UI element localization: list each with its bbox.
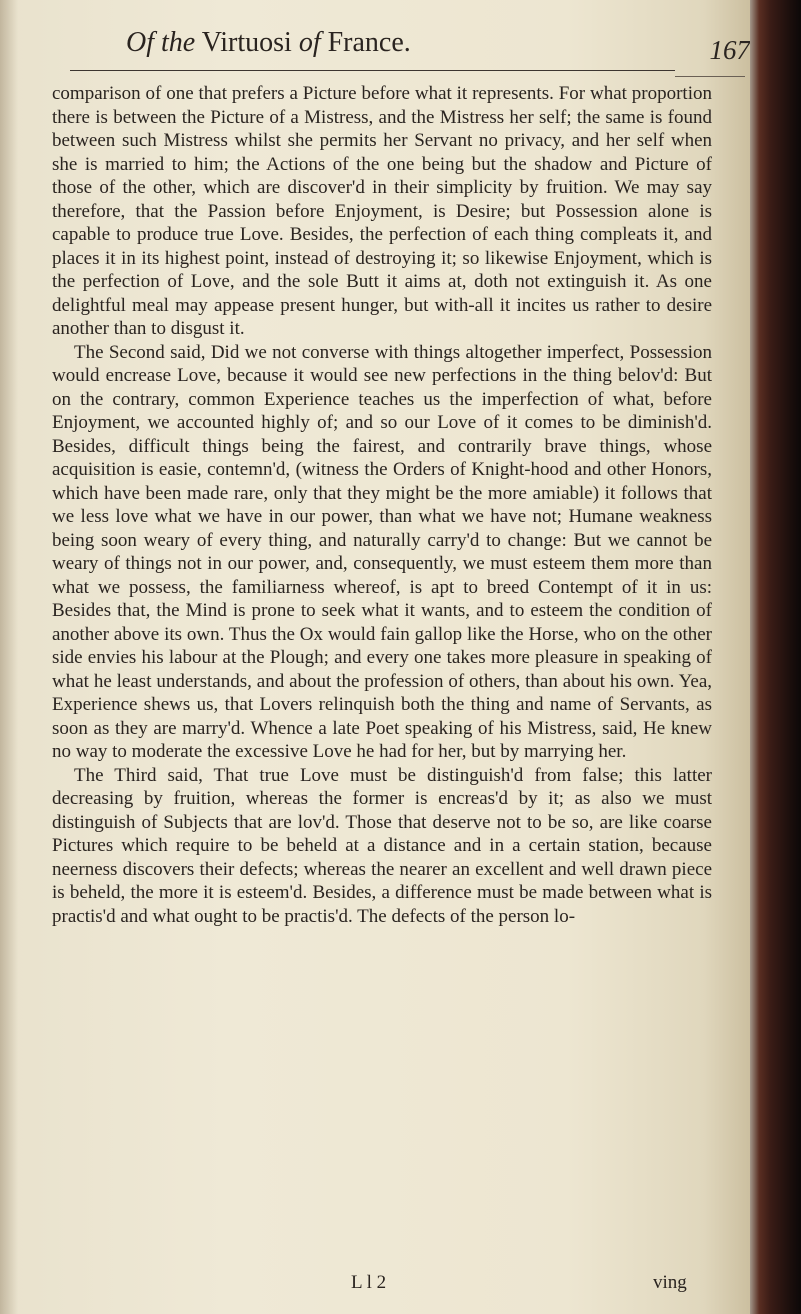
body-text <box>52 82 712 928</box>
title-prefix: Of the <box>126 27 196 58</box>
page-number: 167 <box>709 35 750 65</box>
paragraph-2: The Second said, Did we not converse with things altogether imperfect, Possession would encrease Love, because it would see new perfections in the thing belov'd: But on the contrary, common Experience teaches us the imperfection of what, before Enjoyment, we accounted highly of; and so our Love of it comes to be diminish'd. Besides, difficult things being the fairest, and contrarily brave things, whose acquisition is easie, contemn'd, (witness the Orders of Knight-hood and other Honors, which have been made rare, only that they might be the more amiable) it follows that we less love what we have in our power, than what we have not; Humane weakness being soon weary of every thing, and naturally carry'd to change: But we cannot be weary of things not in our power, and, consequently, we must esteem them more than what we possess, the familiarness whereof, is apt to breed Contempt of it in us: Besides that, the Mind is prone to seek what it wants, and to esteem the condition of another above its own. Thus the Ox would fain gallop like the Horse, who on the other side envies his labour at the Plough; and every one takes more pleasure in speaking of what he least understands, and about the profession of others, than about his own. Yea, Experience shews us, that Lovers relinquish both the thing and name of Servants, as soon as they are marry'd. Whence a late Poet speaking of his Mistress, said, He knew no way to moderate the excessive Love he had for her, but by marrying her. <box>52 341 712 762</box>
header-rule <box>70 70 675 71</box>
running-head-title <box>126 27 411 59</box>
running-head <box>70 27 750 71</box>
title-main: Virtuosi <box>201 27 292 58</box>
signature-mark: L l 2 <box>351 1272 387 1293</box>
title-connector: of <box>298 27 321 58</box>
paragraph-3: The Third said, That true Love must be distinguish'd from false; this latter decreasing by fruition, whereas the former is encreas'd by it; as also we must distinguish of Subjects that are lov'd. Those that deserve not to be so, are like coarse Pictures which require to be beheld at a distance and in a certain station, because neerness discovers their defects; whereas the nearer an excellent and well drawn piece is beheld, the more it is esteem'd. Besides, a difference must be made between what is practis'd and what ought to be practis'd. The defects of the person lo- <box>52 764 712 927</box>
book-spine-edge <box>750 0 801 1314</box>
header-rule-extension <box>675 76 745 77</box>
catchword: ving <box>653 1272 687 1293</box>
gutter-shadow <box>0 0 18 1314</box>
paragraph-1: comparison of one that prefers a Picture before what it represents. For what proportion there is between the Picture of a Mistress, and the Mistress her self; the same is found between such Mistress whilst she permits her Servant no privacy, and her self when she is married to him; the Actions of the one being but the shadow and Picture of those of the other, which are discover'd in their simplicity by fruition. We may say therefore, that the Passion before Enjoyment, is Desire; but Possession alone is capable to produce true Love. Besides, the perfection of each thing compleats it, and places it in its highest point, instead of destroying it; so likewise Enjoyment, which is the perfection of Love, and the sole Butt it aims at, doth not extinguish it. As one delightful meal may appease present hunger, but with-all it incites us rather to desire another than to disgust it. <box>52 83 712 339</box>
title-suffix: France. <box>327 27 411 58</box>
